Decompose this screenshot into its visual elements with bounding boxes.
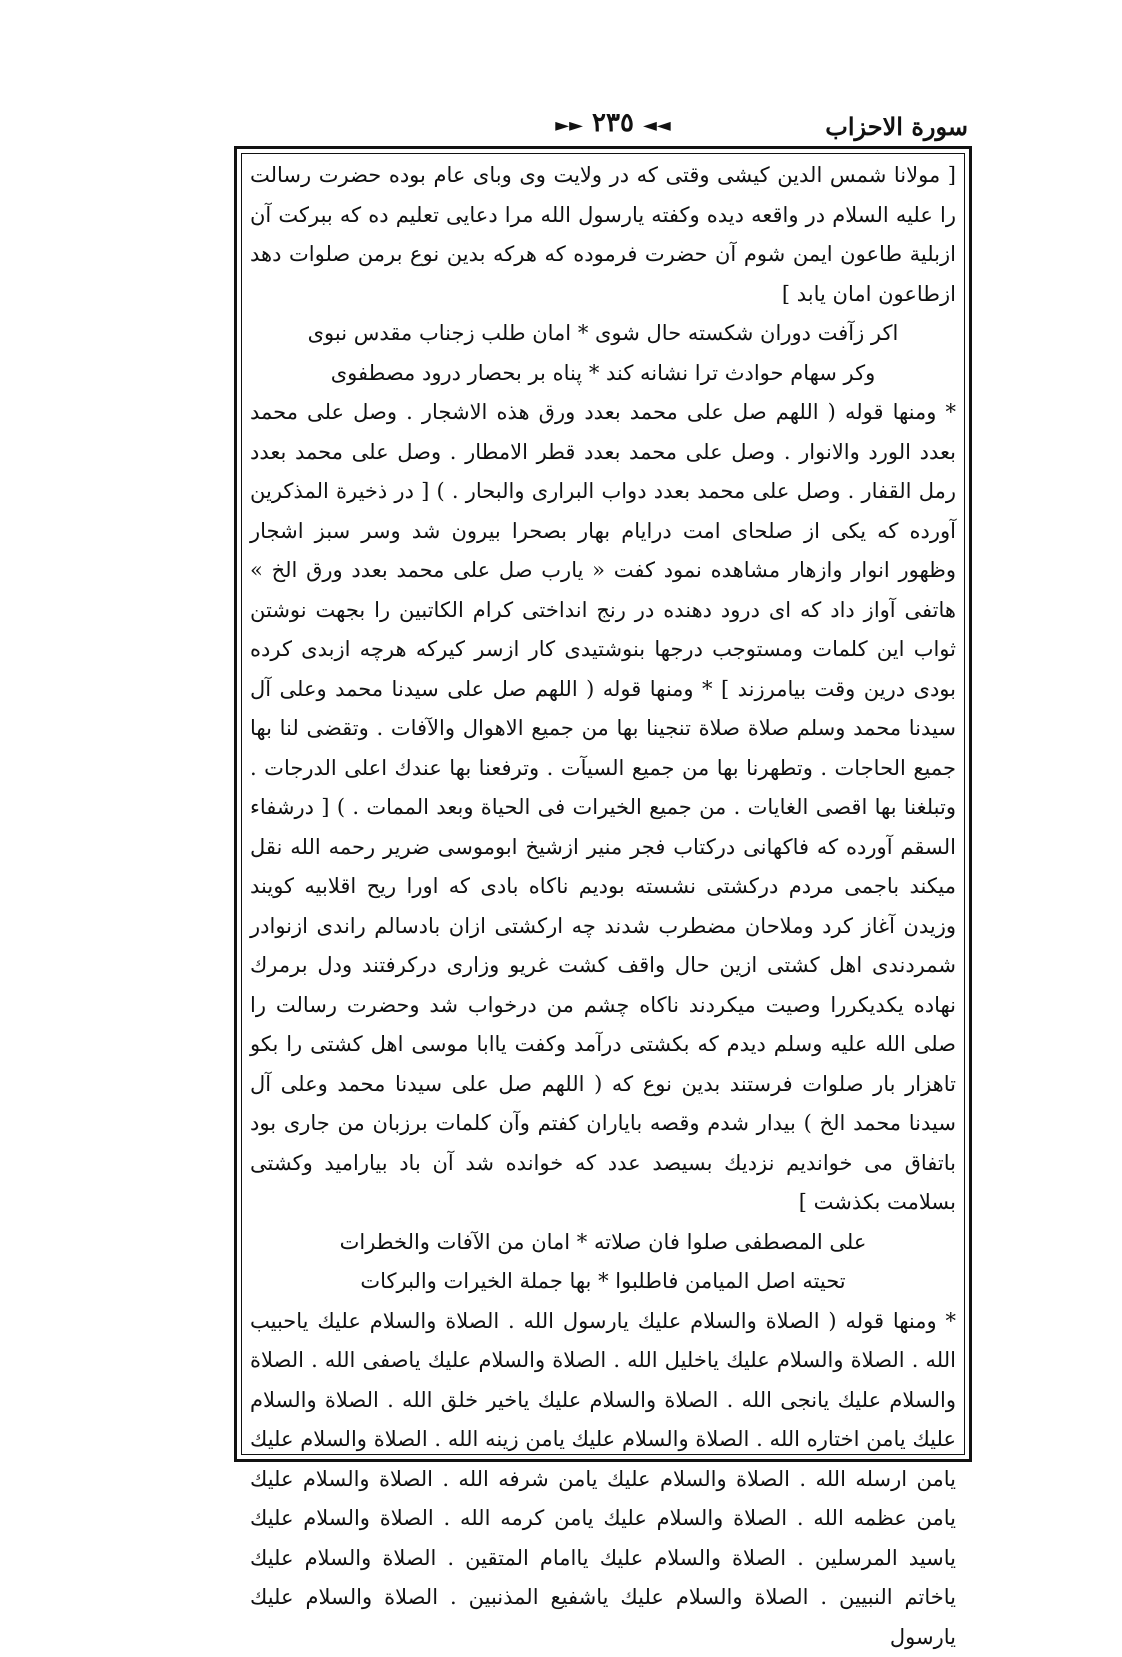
surah-title: سورة الاحزاب: [825, 112, 968, 141]
persian-verse-line-1: اكر زآفت دوران شكسته حال شوى * امان طلب زجناب مقدس نبوى: [250, 314, 956, 354]
arabic-verse-line-2: تحيته اصل الميامن فاطلبوا * بها جملة الخيرات والبركات: [250, 1262, 956, 1302]
left-ornament: ◄◄: [643, 115, 671, 136]
paragraph-salawat-ashjar: * ومنها قوله ( اللهم صل على محمد بعدد ورق هذه الاشجار . وصل على محمد بعدد الورد والانوار . وصل على محمد بعدد قطر الامطار . وصل على محمد بعدد رمل القفار . وصل على محمد بعدد دواب البرارى والبحار . ) [ در ذخيرة المذكرين آورده كه يكى از صلحاى امت درايام بهار بصحرا بيرون شد وسر سبز اشجار وظهور انوار وازهار مشاهده نمود كفت « يارب صل على محمد بعدد ورق الخ » هاتفى آواز داد كه اى درود دهنده در رنج انداختى كرام الكاتبين را بجهت نوشتن ثواب اين كلمات ومستوجب درجها بنوشتيدى كار ازسر كيركه هرچه ازبدى كرده بودى درين وقت بيامرزند ] * ومنها قوله ( اللهم صل على سيدنا محمد وعلى آل سيدنا محمد وسلم صلاة صلاة تنجينا بها من جميع الاهوال والآفات . وتقضى لنا بها جميع الحاجات . وتطهرنا بها من جميع السيآت . وترفعنا بها عندك اعلى الدرجات . وتبلغنا بها اقصى الغايات . من جميع الخيرات فى الحياة وبعد الممات . ) [ درشفاء السقم آورده كه فاكهانى دركتاب فجر منير ازشيخ ابوموسى ضرير رحمه الله نقل ميكند باجمى مردم دركشتى نشسته بوديم ناكاه بادى كه اورا ريح اقلابيه كويند وزيدن آغاز كرد وملاحان مضطرب شدند چه اركشتى ازان بادسالم راندى ازنوادر شمردندى اهل كشتى ازين حال واقف كشت غريو وزارى دركرفتند ودل برمرك نهاده يكديكررا وصيت ميكردند ناكاه چشم من درخواب شد وحضرت رسالت را صلى الله عليه وسلم ديدم كه بكشتى درآمد وكفت ياابا موسى اهل كشتى را بكو تاهزار بار صلوات فرستند بدين نوع كه ( اللهم صل على سيدنا محمد وعلى آل سيدنا محمد الخ ) بيدار شدم وقصه باياران كفتم وآن كلمات برزبان من جارى بود باتفاق مى خوانديم نزديك بسيصد عدد كه خوانده شد آن باد بيارامید وكشتى بسلامت بكذشت ]: [250, 393, 956, 1223]
page-number-value: ٢٣٥: [592, 108, 634, 138]
page-number: [543, 108, 683, 138]
body-text: [250, 156, 956, 1657]
persian-verse-line-2: وكر سهام حوادث ترا نشانه كند * پناه بر بحصار درود مصطفوى: [250, 354, 956, 394]
arabic-verse-line-1: على المصطفى صلوا فان صلاته * امان من الآفات والخطرات: [250, 1223, 956, 1263]
right-ornament: ►►: [555, 115, 583, 136]
paragraph-salat-salam: * ومنها قوله ( الصلاة والسلام عليك يارسول الله . الصلاة والسلام عليك ياحبيب الله . الصلاة والسلام عليك ياخليل الله . الصلاة والسلام عليك ياصفى الله . الصلاة والسلام عليك يانجى الله . الصلاة والسلام عليك ياخير خلق الله . الصلاة والسلام عليك يامن اختاره الله . الصلاة والسلام عليك يامن زينه الله . الصلاة والسلام عليك يامن ارسله الله . الصلاة والسلام عليك يامن شرفه الله . الصلاة والسلام عليك يامن عظمه الله . الصلاة والسلام عليك يامن كرمه الله . الصلاة والسلام عليك ياسيد المرسلين . الصلاة والسلام عليك ياامام المتقين . الصلاة والسلام عليك ياخاتم النبيين . الصلاة والسلام عليك ياشفيع المذنبين . الصلاة والسلام عليك يارسول: [250, 1302, 956, 1657]
running-header: [238, 108, 968, 148]
paragraph-shams-aldin: [ مولانا شمس الدين كيشى وقتى كه در ولايت وى وباى عام بوده حضرت رسالت را عليه السلام در واقعه ديده وكفته يارسول الله مرا دعايى تعليم ده كه ببركت آن ازبلية طاعون ايمن شوم آن حضرت فرموده كه هركه بدين نوع برمن صلوات دهد ازطاعون امان يابد ]: [250, 156, 956, 314]
